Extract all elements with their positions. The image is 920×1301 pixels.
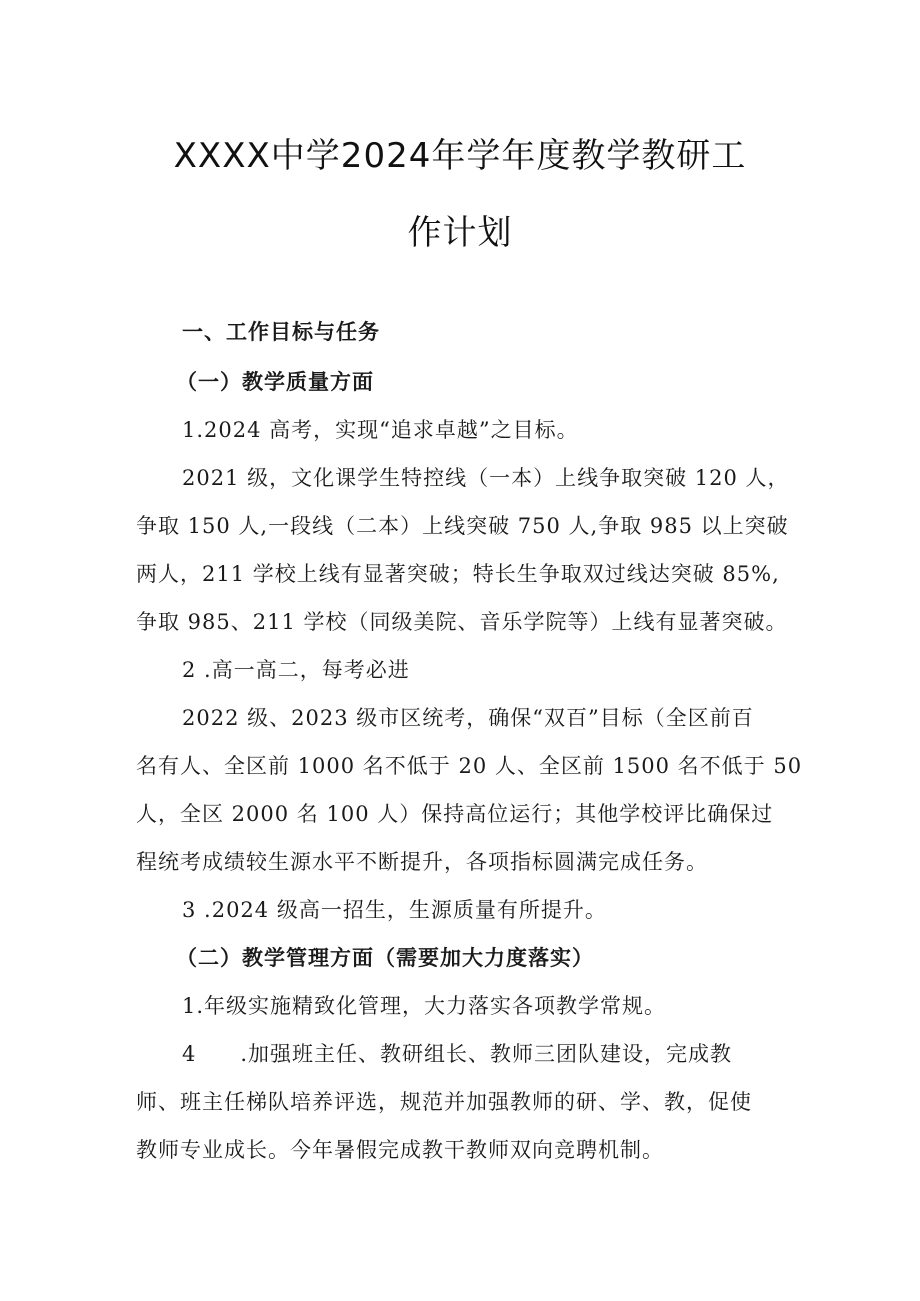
section-heading: 一、工作目标与任务	[182, 320, 380, 344]
document-title-line2: 作计划	[407, 213, 513, 253]
body-line: 争取 150 人,一段线（二本）上线突破 750 人,争取 985 以上突破	[136, 514, 789, 538]
body-line: 2 .高一高二，每考必进	[182, 658, 410, 682]
subsection-heading: （二）教学管理方面（需要加大力度落实）	[176, 946, 594, 970]
body-line: 3 .2024 级高一招生，生源质量有所提升。	[182, 898, 607, 922]
body-line: 2021 级，文化课学生特控线（一本）上线争取突破 120 人，	[182, 466, 790, 490]
document-title-line1: XXXX中学2024年学年度教学教研工	[173, 136, 747, 176]
body-line: 1.年级实施精致化管理，大力落实各项教学常规。	[182, 994, 667, 1018]
body-line: 4 .加强班主任、教研组长、教师三团队建设，完成教	[182, 1042, 733, 1066]
body-line: 2022 级、2023 级市区统考，确保“双百”目标（全区前百	[182, 706, 754, 730]
body-line: 两人，211 学校上线有显著突破；特长生争取双过线达突破 85%,	[136, 562, 780, 586]
body-line: 争取 985、211 学校（同级美院、音乐学院等）上线有显著突破。	[136, 610, 788, 634]
body-line: 人，全区 2000 名 100 人）保持高位运行；其他学校评比确保过	[136, 802, 774, 826]
body-line: 程统考成绩较生源水平不断提升，各项指标圆满完成任务。	[136, 850, 708, 874]
subsection-heading: （一）教学质量方面	[176, 370, 374, 394]
body-line: 师、班主任梯队培养评选，规范并加强教师的研、学、教，促使	[136, 1090, 752, 1114]
body-line: 教师专业成长。今年暑假完成教干教师双向竞聘机制。	[136, 1138, 664, 1162]
body-line: 1.2024 高考，实现“追求卓越”之目标。	[182, 418, 579, 442]
body-line: 名有人、全区前 1000 名不低于 20 人、全区前 1500 名不低于 50	[136, 754, 803, 778]
